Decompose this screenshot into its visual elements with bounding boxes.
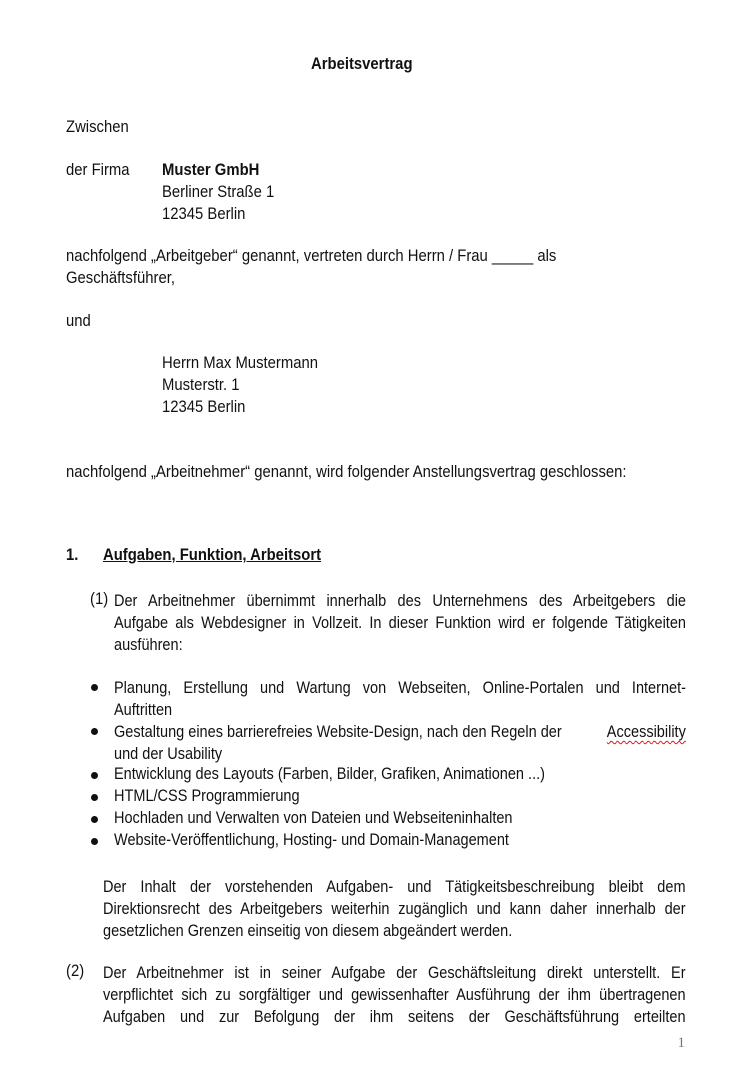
paragraph-1-line-2: [114, 612, 686, 634]
employer-label-text: der Firma: [66, 161, 130, 179]
paragraph-1-line-3: [114, 634, 686, 656]
bullet-2-line-2: und der Usability: [114, 745, 223, 763]
paragraph-2-line-3: Aufgaben und zur Befolgung der ihm seitens der Geschäftsführung erteilten: [103, 1008, 686, 1026]
continuation-line-3: gesetzlichen Grenzen einseitig von diesem abgeändert werden.: [103, 922, 513, 940]
between-text: Zwischen: [66, 118, 129, 136]
bullet-2-line-1a: Gestaltung eines barrierefreies Website-Design, nach den Regeln der: [114, 723, 562, 741]
and-label: [66, 312, 94, 331]
title-text: Arbeitsvertrag: [311, 55, 413, 73]
employee-name: [162, 354, 335, 373]
paragraph-1-line-2-text: Aufgabe als Webdesigner in Vollzeit. In dieser Funktion wird er folgende Tätigkeiten: [114, 614, 686, 632]
paragraph-1-number-text: (1): [90, 590, 109, 608]
paragraph-2-line-2: verpflichtet sich zu sorgfältiger und gewissenhafter Ausführung der ihm übertragenen: [103, 986, 686, 1004]
bullet-item-3: [114, 765, 604, 784]
bullet-6-text: Website-Veröffentlichung, Hosting- und Domain-Management: [114, 831, 509, 849]
employee-city-text: 12345 Berlin: [162, 398, 246, 416]
document-title: [0, 55, 735, 74]
paragraph-2-number: [66, 962, 86, 981]
employer-city: [162, 205, 255, 224]
employer-city-text: 12345 Berlin: [162, 205, 246, 223]
bullet-item-4: [114, 787, 325, 806]
bullet-item-5: [114, 809, 567, 828]
bullet-item-2: [114, 721, 686, 765]
employer-label: [66, 161, 137, 180]
section-heading: [103, 546, 345, 565]
bullet-4-text: HTML/CSS Programmierung: [114, 787, 300, 805]
paragraph-1-line-3-text: ausführen:: [114, 636, 183, 654]
employee-note-text: nachfolgend „Arbeitnehmer“ genannt, wird folgender Anstellungsvertrag geschlossen:: [66, 463, 627, 481]
paragraph-2: [103, 962, 686, 1028]
employee-name-text: Herrn Max Mustermann: [162, 354, 318, 372]
bullet-dot-5: [91, 816, 98, 823]
bullet-dot-2: [91, 728, 98, 735]
paragraph-1: [114, 590, 686, 656]
employer-note-text-1: nachfolgend „Arbeitgeber“ genannt, vertreten durch Herrn / Frau _____ als: [66, 247, 557, 265]
employer-note-line-2: [66, 269, 187, 288]
bullet-item-1: [114, 677, 686, 721]
paragraph-1-line-1-text: Der Arbeitnehmer übernimmt innerhalb des Unternehmens des Arbeitgebers die: [114, 592, 686, 610]
bullet-1-line-1: Planung, Erstellung und Wartung von Webseiten, Online-Portalen und Internet-: [114, 679, 686, 697]
page-number: 1: [677, 1035, 685, 1051]
employer-street: [162, 183, 287, 202]
employer-name: [162, 161, 270, 180]
between-label: [66, 118, 136, 137]
paragraph-2-number-text: (2): [66, 962, 85, 980]
bullet-dot-1: [91, 684, 98, 691]
bullet-2-misspelled-word: Accessibility: [606, 723, 686, 741]
employee-note: [66, 463, 689, 482]
employer-note-text-2: Geschäftsführer,: [66, 269, 175, 287]
bullet-dot-6: [91, 838, 98, 845]
employer-street-text: Berliner Straße 1: [162, 183, 275, 201]
paragraph-1-number: [90, 590, 110, 609]
employer-name-text: Muster GmbH: [162, 161, 260, 179]
employee-city: [162, 398, 255, 417]
and-text: und: [66, 312, 91, 330]
bullet-dot-4: [91, 794, 98, 801]
continuation-line-1: Der Inhalt der vorstehenden Aufgaben- und Tätigkeitsbeschreibung bleibt dem: [103, 878, 686, 896]
employee-street-text: Musterstr. 1: [162, 376, 240, 394]
bullet-dot-3: [91, 772, 98, 779]
employer-note-line-1: [66, 247, 611, 266]
paragraph-1-line-1: [114, 590, 686, 612]
section-number-text: 1.: [66, 546, 79, 564]
employee-street: [162, 376, 248, 395]
bullet-3-text: Entwicklung des Layouts (Farben, Bilder, Grafiken, Animationen ...): [114, 765, 545, 783]
bullet-item-6: [114, 831, 563, 850]
bullet-5-text: Hochladen und Verwalten von Dateien und Webseiteninhalten: [114, 809, 513, 827]
paragraph-2-line-1: Der Arbeitnehmer ist in seiner Aufgabe der Geschäftsleitung direkt unterstellt. Er: [103, 964, 686, 982]
continuation-line-2: Direktionsrecht des Arbeitgebers weiterhin zugänglich und kann daher innerhalb der: [103, 900, 686, 918]
section-number: [66, 546, 80, 565]
bullet-1-line-2: Auftritten: [114, 701, 173, 719]
section-heading-text: Aufgaben, Funktion, Arbeitsort: [103, 546, 322, 564]
paragraph-1-continuation: [103, 876, 686, 942]
